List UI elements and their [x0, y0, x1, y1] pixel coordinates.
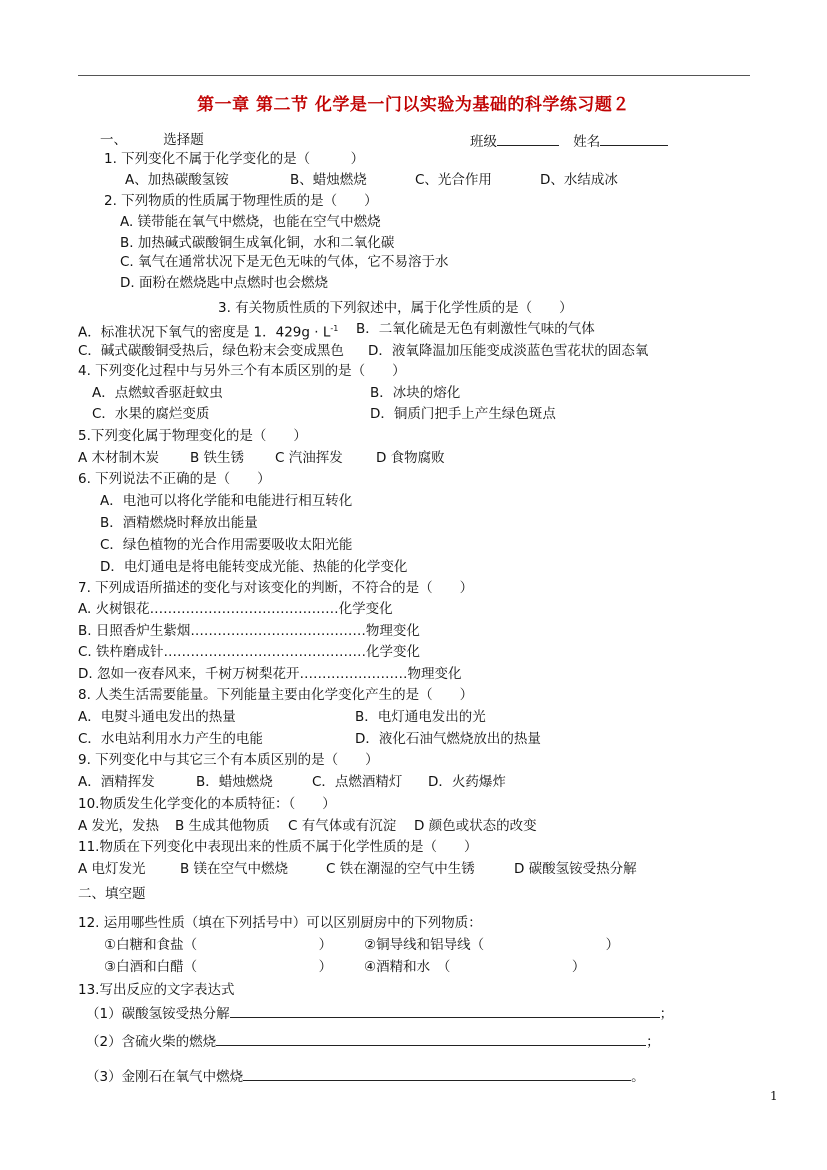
question-13-item-1-end: ；: [659, 1006, 674, 1022]
question-11-option-b: B 镁在空气中燃烧: [180, 861, 289, 877]
question-6-option-a: A．电池可以将化学能和电能进行相互转化: [100, 493, 353, 509]
question-3-option-d: D．液氧降温加压能变成淡蓝色雪花状的固态氧: [368, 343, 649, 359]
question-11-option-c: C 铁在潮湿的空气中生锈: [326, 861, 475, 877]
question-5-stem: 5.下列变化属于物理变化的是（ ）: [78, 428, 307, 444]
question-13-item-3: [86, 1066, 645, 1086]
question-10-option-a: A 发光，发热: [78, 818, 160, 834]
section-heading-fill: 二、填空题: [78, 886, 146, 902]
question-5-option-c: C 汽油挥发: [275, 450, 343, 466]
question-2-option-d: D. 面粉在燃烧匙中点燃时也会燃烧: [120, 275, 328, 291]
question-11-option-a: A 电灯发光: [78, 861, 146, 877]
question-9-option-d: D．火药爆炸: [428, 774, 506, 790]
question-11-stem: 11.物质在下列变化中表现出来的性质不属于化学性质的是（ ）: [78, 839, 478, 855]
question-12-stem: 12. 运用哪些性质（填在下列括号中）可以区别厨房中的下列物质：: [78, 915, 482, 931]
question-1-option-c: C、光合作用: [415, 172, 492, 188]
question-8-option-d: D．液化石油气燃烧放出的热量: [355, 731, 541, 747]
question-13-item-1-blank[interactable]: [230, 1003, 660, 1018]
question-6-option-c: C．绿色植物的光合作用需要吸收太阳光能: [100, 537, 353, 553]
question-12-item-4[interactable]: ④酒精和水 （ ）: [364, 959, 586, 975]
question-10-option-b: B 生成其他物质: [175, 818, 270, 834]
question-3-option-b: B．二氧化硫是无色有刺激性气味的气体: [356, 321, 595, 337]
question-10-option-c: C 有气体或有沉淀: [288, 818, 397, 834]
question-10-option-d: D 颜色或状态的改变: [414, 818, 537, 834]
question-3-option-a-sup: -1: [330, 324, 339, 333]
question-5-option-b: B 铁生锈: [190, 450, 245, 466]
question-4-option-b: B．冰块的熔化: [370, 385, 461, 401]
question-4-option-a: A．点燃蚊香驱赶蚊虫: [92, 385, 223, 401]
question-2-option-a: A. 镁带能在氧气中燃烧，也能在空气中燃烧: [120, 214, 381, 230]
question-9-stem: 9. 下列变化中与其它三个有本质区别的是（ ）: [78, 752, 379, 768]
question-8-option-c: C．水电站利用水力产生的电能: [78, 731, 263, 747]
question-8-stem: 8. 人类生活需要能量。下列能量主要由化学变化产生的是（ ）: [78, 687, 474, 703]
name-blank[interactable]: [600, 131, 668, 146]
question-1-stem: 1. 下列变化不属于化学变化的是（ ）: [104, 151, 365, 167]
question-12-item-2[interactable]: ②铜导线和铝导线（ ）: [364, 937, 620, 953]
question-1-option-b: B、蜡烛燃烧: [290, 172, 367, 188]
question-13-item-2-blank[interactable]: [216, 1031, 646, 1046]
question-6-stem: 6. 下列说法不正确的是（ ）: [78, 471, 271, 487]
question-13-item-3-blank[interactable]: [243, 1066, 631, 1081]
question-12-item-3[interactable]: ③白酒和白醋（ ）: [104, 959, 333, 975]
question-13-item-1: [86, 1003, 673, 1023]
question-13-item-1-label: （1）碳酸氢铵受热分解: [86, 1006, 230, 1022]
question-1-option-d: D、水结成冰: [540, 172, 618, 188]
question-10-stem: 10.物质发生化学变化的本质特征：（ ）: [78, 796, 336, 812]
question-13-item-2-label: （2）含硫火柴的燃烧: [86, 1034, 217, 1050]
question-13-item-2-end: ；: [646, 1034, 660, 1050]
question-2-option-c: C. 氧气在通常状况下是无色无味的气体，它不易溶于水: [120, 254, 449, 270]
class-blank[interactable]: [497, 131, 559, 146]
question-3-option-a: [78, 320, 338, 342]
section-number: 一、: [100, 132, 127, 148]
question-8-option-a: A．电熨斗通电发出的热量: [78, 709, 236, 725]
question-13-item-3-end: 。: [631, 1069, 645, 1085]
page-number: 1: [770, 1089, 778, 1103]
question-9-option-c: C．点燃酒精灯: [312, 774, 403, 790]
question-5-option-a: A 木材制木炭: [78, 450, 160, 466]
question-3-option-c: C．碱式碳酸铜受热后，绿色粉末会变成黑色: [78, 343, 344, 359]
question-2-option-b: B. 加热碱式碳酸铜生成氧化铜，水和二氧化碳: [120, 235, 395, 251]
name-label: 姓名: [573, 134, 601, 150]
question-4-option-d: D．铜质门把手上产生绿色斑点: [370, 406, 556, 422]
question-4-option-c: C．水果的腐烂变质: [92, 406, 210, 422]
question-7-option-b: B. 日照香炉生紫烟…………………………………物理变化: [78, 623, 420, 639]
question-7-stem: 7. 下列成语所描述的变化与对该变化的判断，不符合的是（ ）: [78, 580, 474, 596]
question-7-option-c: C. 铁杵磨成针………………………………………化学变化: [78, 644, 421, 660]
question-8-option-b: B．电灯通电发出的光: [355, 709, 486, 725]
question-7-option-a: A. 火树银花……………………………………化学变化: [78, 601, 393, 617]
question-13-stem: 13.写出反应的文字表达式: [78, 982, 235, 998]
question-13-item-2: [86, 1031, 660, 1051]
question-6-option-d: D．电灯通电是将电能转变成光能、热能的化学变化: [100, 559, 408, 575]
question-4-stem: 4. 下列变化过程中与另外三个有本质区别的是（ ）: [78, 363, 406, 379]
section-label: 选择题: [163, 132, 204, 148]
question-1-option-a: A、加热碳酸氢铵: [125, 172, 229, 188]
question-2-stem: 2. 下列物质的性质属于物理性质的是（ ）: [104, 193, 378, 209]
question-3-option-a-text: A．标准状况下氧气的密度是 1．429g · L: [78, 324, 331, 341]
question-12-item-1[interactable]: ①白糖和食盐（ ）: [104, 937, 333, 953]
question-6-option-b: B．酒精燃烧时释放出能量: [100, 515, 258, 531]
question-7-option-d: D. 忽如一夜春风来，千树万树梨花开……………………物理变化: [78, 666, 462, 682]
question-9-option-a: A．酒精挥发: [78, 774, 155, 790]
question-3-stem: 3. 有关物质性质的下列叙述中，属于化学性质的是（ ）: [218, 300, 573, 316]
page-title: 第一章 第二节 化学是一门以实验为基础的科学练习题２: [197, 95, 630, 115]
class-name-fields: [470, 131, 668, 151]
question-9-option-b: B．蜡烛燃烧: [196, 774, 273, 790]
question-13-item-3-label: （3）金刚石在氧气中燃烧: [86, 1069, 244, 1085]
question-5-option-d: D 食物腐败: [376, 450, 445, 466]
class-label: 班级: [470, 134, 497, 150]
section-heading-choice: [100, 131, 204, 149]
question-11-option-d: D 碳酸氢铵受热分解: [514, 861, 637, 877]
header-rule: [78, 75, 750, 76]
